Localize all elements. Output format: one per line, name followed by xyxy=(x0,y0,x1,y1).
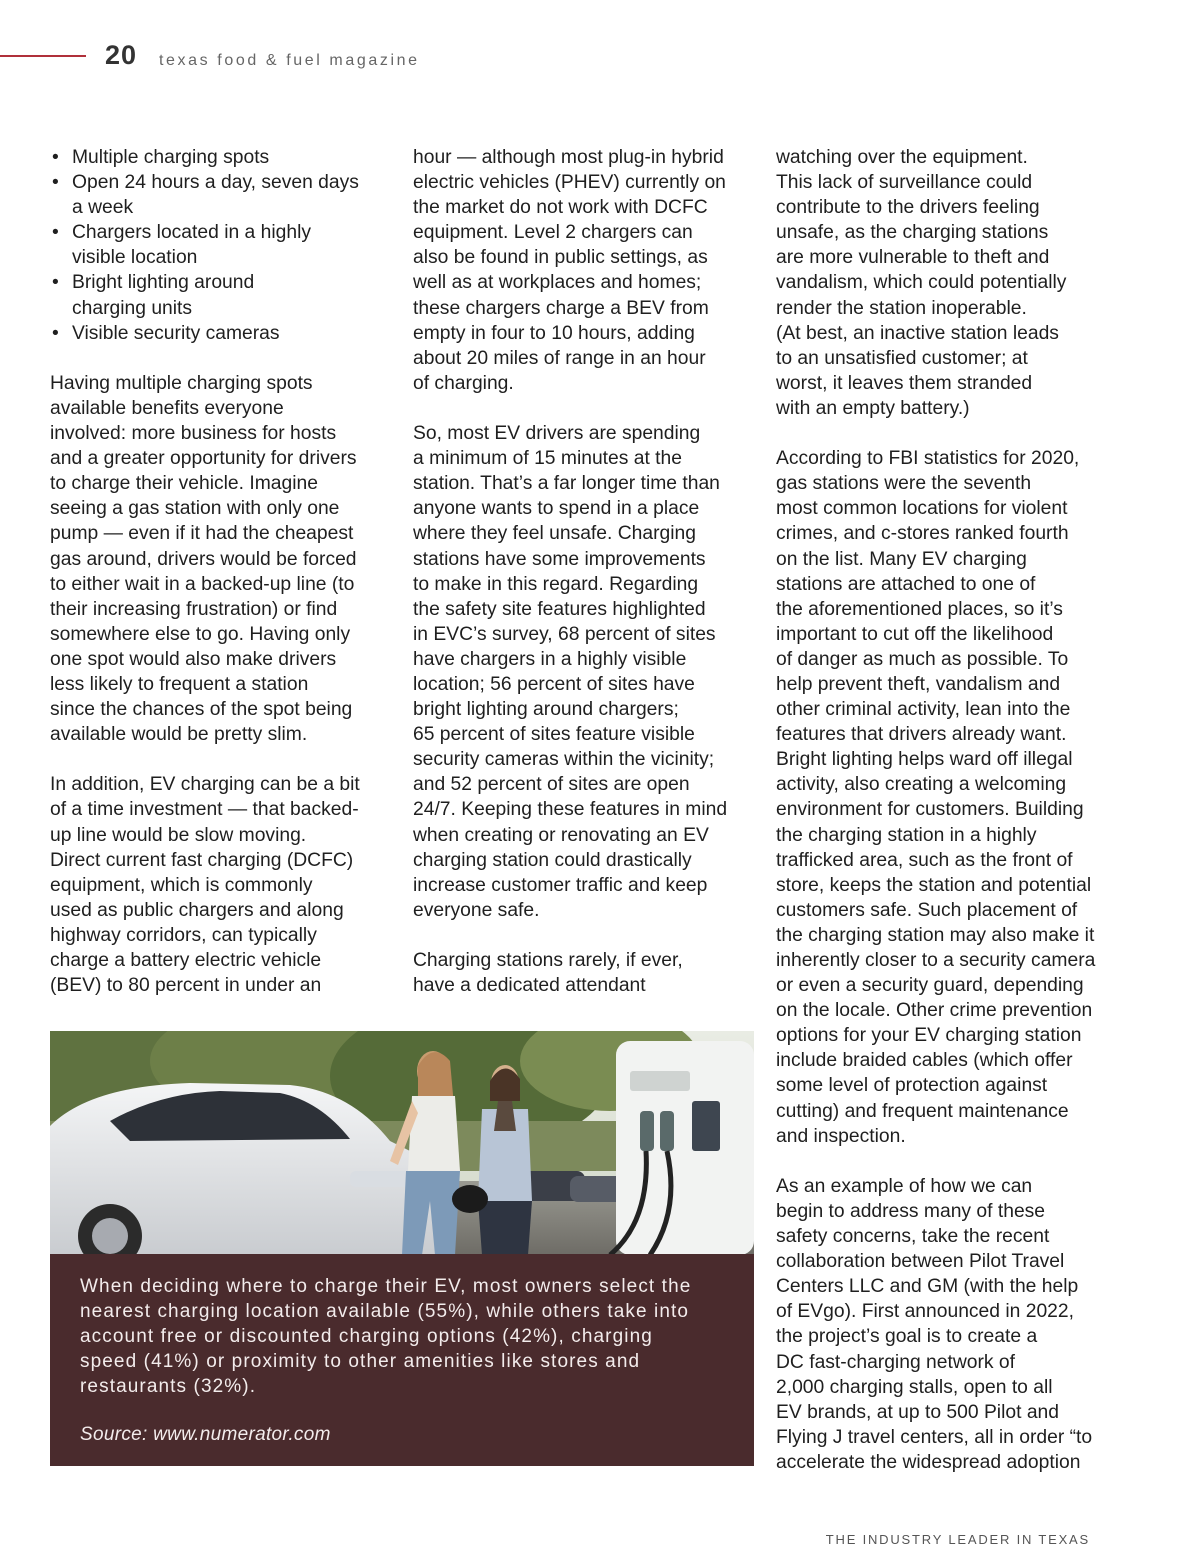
text-line: anyone wants to spend in a place xyxy=(413,498,700,520)
text-line: up line would be slow moving. xyxy=(50,824,307,846)
text-line: charging station could drastically xyxy=(413,849,692,871)
text-line: worst, it leaves them stranded xyxy=(776,372,1033,394)
bullet-item: • Visible security cameras xyxy=(50,321,400,346)
text-line: bright lighting around chargers; xyxy=(413,699,679,721)
column-3-paragraph xyxy=(776,145,1126,421)
text-line: DC fast-charging network of xyxy=(776,1351,1015,1373)
text-line: have chargers in a highly visible xyxy=(413,648,687,670)
text-line: to charge their vehicle. Imagine xyxy=(50,473,318,495)
text-line: in EVC’s survey, 68 percent of sites xyxy=(413,623,716,645)
text-line: less likely to frequent a station xyxy=(50,673,309,695)
text-line: safety concerns, take the recent xyxy=(776,1226,1050,1248)
text-line: Centers LLC and GM (with the help xyxy=(776,1276,1079,1298)
caption-text xyxy=(80,1274,691,1399)
text-line: hour — although most plug-in hybrid xyxy=(413,147,724,168)
text-line: these chargers charge a BEV from xyxy=(413,297,709,319)
text-line: equipment. Level 2 chargers can xyxy=(413,222,693,244)
bullet-item: • Multiple charging spots xyxy=(50,145,400,170)
text-line: one spot would also make drivers xyxy=(50,648,337,670)
bullet-item: • Open 24 hours a day, seven days a week xyxy=(50,170,400,220)
text-line: customers safe. Such placement of xyxy=(776,899,1078,921)
text-line: on the locale. Other crime prevention xyxy=(776,1000,1093,1022)
photo-caption-box xyxy=(50,1254,754,1466)
text-line: since the chances of the spot being xyxy=(50,699,353,721)
text-line: available would be pretty slim. xyxy=(50,724,308,746)
text-line: about 20 miles of range in an hour xyxy=(413,347,706,369)
text-line: are more vulnerable to theft and xyxy=(776,247,1050,269)
text-line: Flying J travel centers, all in order “to xyxy=(776,1426,1093,1448)
text-line: According to FBI statistics for 2020, xyxy=(776,448,1080,470)
text-line: contribute to the drivers feeling xyxy=(776,197,1040,219)
text-line: restaurants (32%). xyxy=(80,1376,257,1398)
text-line: begin to address many of these xyxy=(776,1200,1046,1222)
text-line: where they feel unsafe. Charging xyxy=(413,523,696,545)
text-line: station. That’s a far longer time than xyxy=(413,473,720,495)
column-3-paragraph xyxy=(776,1174,1126,1475)
text-line: Having multiple charging spots xyxy=(50,372,313,394)
text-line: to an unsatisfied customer; at xyxy=(776,347,1028,369)
column-2-paragraph xyxy=(413,145,758,396)
text-line: speed (41%) or proximity to other amenities like stores and xyxy=(80,1351,641,1373)
text-line: to make in this regard. Regarding xyxy=(413,573,699,595)
text-line: security cameras within the vicinity; xyxy=(413,749,715,771)
text-line: have a dedicated attendant xyxy=(413,975,646,997)
text-line: available benefits everyone xyxy=(50,397,284,419)
column-2-paragraph xyxy=(413,948,758,998)
text-line: equipment, which is commonly xyxy=(50,874,313,896)
text-line: So, most EV drivers are spending xyxy=(413,423,701,445)
text-line: the charging station in a highly xyxy=(776,824,1037,846)
text-line: everyone safe. xyxy=(413,899,540,921)
text-line: well as at workplaces and homes; xyxy=(413,272,702,294)
text-line: In addition, EV charging can be a bit xyxy=(50,774,360,796)
text-line: account free or discounted charging options (42%), charging xyxy=(80,1326,653,1348)
page-number: 20 xyxy=(105,40,138,70)
header-rule xyxy=(0,55,86,57)
text-line: highway corridors, can typically xyxy=(50,924,317,946)
text-line: used as public chargers and along xyxy=(50,899,344,921)
text-line: important to cut off the likelihood xyxy=(776,623,1054,645)
text-line: 2,000 charging stalls, open to all xyxy=(776,1376,1053,1398)
text-line: other criminal activity, lean into the xyxy=(776,699,1071,721)
text-line: gas stations were the seventh xyxy=(776,473,1032,495)
text-line: with an empty battery.) xyxy=(776,397,970,419)
text-line: collaboration between Pilot Travel xyxy=(776,1251,1065,1273)
text-line: EV brands, at up to 500 Pilot and xyxy=(776,1401,1059,1423)
text-line: the charging station may also make it xyxy=(776,924,1095,946)
text-line: gas around, drivers would be forced xyxy=(50,548,357,570)
text-line: 24/7. Keeping these features in mind xyxy=(413,799,728,821)
text-line: store, keeps the station and potential xyxy=(776,874,1092,896)
text-line: cutting) and frequent maintenance xyxy=(776,1100,1069,1122)
text-line: This lack of surveillance could xyxy=(776,172,1033,194)
text-line: nearest charging location available (55%), while others take into xyxy=(80,1301,690,1323)
text-line: or even a security guard, depending xyxy=(776,975,1084,997)
text-line: of a time investment — that backed- xyxy=(50,799,359,821)
text-line: (At best, an inactive station leads xyxy=(776,322,1059,344)
text-line: unsafe, as the charging stations xyxy=(776,222,1049,244)
column-3-paragraph xyxy=(776,446,1126,1149)
column-1 xyxy=(50,145,400,998)
magazine-name: texas food & fuel magazine xyxy=(159,52,420,69)
text-line: activity, also creating a welcoming xyxy=(776,774,1067,796)
feature-bullet-list xyxy=(50,145,400,346)
text-line: When deciding where to charge their EV, most owners select the xyxy=(80,1276,692,1297)
text-line: inherently closer to a security camera xyxy=(776,950,1096,971)
text-line: some level of protection against xyxy=(776,1075,1048,1097)
text-line: and 52 percent of sites are open xyxy=(413,774,690,796)
text-line: somewhere else to go. Having only xyxy=(50,623,351,645)
text-line: increase customer traffic and keep xyxy=(413,874,708,896)
text-line: empty in four to 10 hours, adding xyxy=(413,322,695,344)
text-line: and a greater opportunity for drivers xyxy=(50,448,357,470)
text-line: include braided cables (which offer xyxy=(776,1050,1073,1072)
text-line: trafficked area, such as the front of xyxy=(776,849,1073,871)
text-line: crimes, and c-stores ranked fourth xyxy=(776,523,1069,545)
text-line: stations are attached to one of xyxy=(776,573,1036,595)
text-line: Charging stations rarely, if ever, xyxy=(413,950,683,971)
text-line: most common locations for violent xyxy=(776,498,1068,520)
text-line: help prevent theft, vandalism and xyxy=(776,673,1061,695)
text-line: 65 percent of sites feature visible xyxy=(413,724,695,746)
text-line: environment for customers. Building xyxy=(776,799,1084,821)
ev-charging-photo xyxy=(50,1031,754,1255)
text-line: electric vehicles (PHEV) currently on xyxy=(413,172,726,194)
text-line: the market do not work with DCFC xyxy=(413,197,708,219)
text-line: Bright lighting helps ward off illegal xyxy=(776,749,1073,771)
text-line: seeing a gas station with only one xyxy=(50,498,340,520)
text-line: the aforementioned places, so it’s xyxy=(776,598,1063,620)
column-1-paragraph xyxy=(50,371,400,747)
text-line: of charging. xyxy=(413,372,514,394)
footer-tagline: THE INDUSTRY LEADER IN TEXAS xyxy=(825,1532,1090,1547)
text-line: of EVgo). First announced in 2022, xyxy=(776,1301,1074,1323)
text-line: involved: more business for hosts xyxy=(50,423,337,445)
text-line: their increasing frustration) or find xyxy=(50,598,338,620)
text-line: on the list. Many EV charging xyxy=(776,548,1027,570)
text-line: options for your EV charging station xyxy=(776,1025,1082,1047)
text-line: stations have some improvements xyxy=(413,548,706,570)
text-line: (BEV) to 80 percent in under an xyxy=(50,975,322,997)
column-1-paragraph xyxy=(50,772,400,998)
text-line: and inspection. xyxy=(776,1125,906,1147)
text-line: pump — even if it had the cheapest xyxy=(50,523,354,545)
text-line: of danger as much as possible. To xyxy=(776,648,1069,670)
bullet-item: • Chargers located in a highly visible location xyxy=(50,220,400,270)
text-line: As an example of how we can xyxy=(776,1175,1033,1197)
text-line: when creating or renovating an EV xyxy=(413,824,709,846)
text-line: charge a battery electric vehicle xyxy=(50,950,322,971)
text-line: features that drivers already want. xyxy=(776,724,1067,746)
text-line: to either wait in a backed-up line (to xyxy=(50,573,355,595)
column-2-paragraph xyxy=(413,421,758,923)
text-line: a minimum of 15 minutes at the xyxy=(413,448,682,470)
text-line: the safety site features highlighted xyxy=(413,598,706,620)
caption-source: Source: www.numerator.com xyxy=(80,1424,331,1445)
text-line: watching over the equipment. xyxy=(776,147,1028,168)
text-line: also be found in public settings, as xyxy=(413,247,708,269)
text-line: accelerate the widespread adoption xyxy=(776,1451,1081,1473)
column-2 xyxy=(413,145,758,998)
text-line: Direct current fast charging (DCFC) xyxy=(50,849,354,871)
text-line: location; 56 percent of sites have xyxy=(413,673,695,695)
bullet-item: • Bright lighting around charging units xyxy=(50,270,400,320)
text-line: render the station inoperable. xyxy=(776,297,1027,319)
text-line: the project’s goal is to create a xyxy=(776,1326,1038,1348)
text-line: vandalism, which could potentially xyxy=(776,272,1067,294)
column-3 xyxy=(776,145,1126,1475)
